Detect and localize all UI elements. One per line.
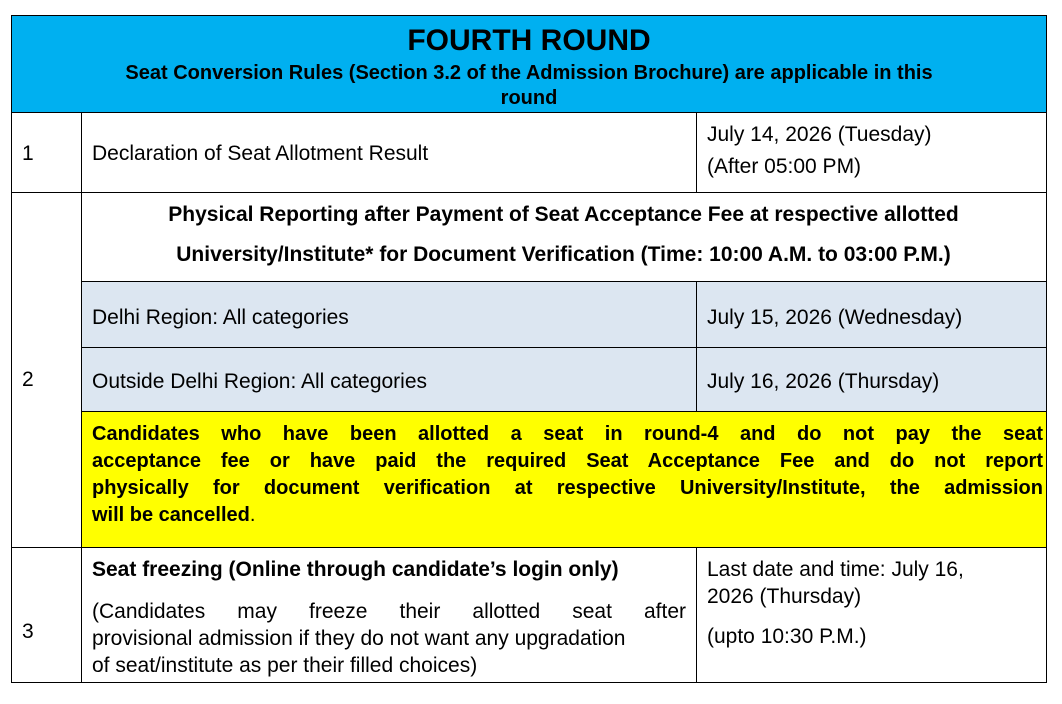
- row2-heading-line2: University/Institute* for Document Verification (Time: 10:00 A.M. to 03:00 P.M.): [176, 243, 951, 266]
- row3-desc-line3: of seat/institute as per their filled choices): [92, 654, 478, 677]
- row1-date-line2: (After 05:00 PM): [707, 155, 862, 178]
- row2-heading-line1: Physical Reporting after Payment of Seat Acceptance Fee at respective allotted: [168, 203, 959, 226]
- row3-date-line1: Last date and time: July 16,: [707, 558, 964, 581]
- notice-line2: acceptance fee or have paid the required Seat Acceptance Fee and do not report: [92, 450, 1043, 472]
- row-number-1: 1: [22, 142, 34, 165]
- row1-date-line1: July 14, 2026 (Tuesday): [707, 123, 932, 146]
- page-title: FOURTH ROUND: [407, 24, 651, 57]
- outside-delhi-date: July 16, 2026 (Thursday): [707, 370, 940, 393]
- row3-heading: Seat freezing (Online through candidate’s login only): [92, 558, 619, 581]
- notice-line1: Candidates who have been allotted a seat in round-4 and do not pay the seat: [92, 423, 1043, 445]
- notice-line4-text: will be cancelled: [92, 504, 250, 526]
- row3-date-line2: 2026 (Thursday): [707, 585, 862, 608]
- row3-desc-line1: (Candidates may freeze their allotted seat after: [92, 600, 686, 623]
- delhi-region-label: Delhi Region: All categories: [92, 306, 349, 329]
- notice-line3: physically for document verification at respective University/Institute, the admission: [92, 477, 1043, 499]
- row3-date-line3: (upto 10:30 P.M.): [707, 625, 867, 648]
- row-number-3: 3: [22, 620, 34, 643]
- outside-delhi-label: Outside Delhi Region: All categories: [92, 370, 428, 393]
- notice-period: .: [249, 504, 256, 526]
- row1-event: Declaration of Seat Allotment Result: [92, 142, 429, 165]
- row3-desc-line2: provisional admission if they do not want any upgradation: [92, 627, 626, 650]
- header-subtitle-line1: Seat Conversion Rules (Section 3.2 of the Admission Brochure) are applicable in this: [125, 62, 933, 84]
- row-number-2: 2: [22, 368, 34, 391]
- header-subtitle-line2: round: [500, 87, 558, 109]
- delhi-region-date: July 15, 2026 (Wednesday): [707, 306, 963, 329]
- notice-line4: [92, 502, 255, 528]
